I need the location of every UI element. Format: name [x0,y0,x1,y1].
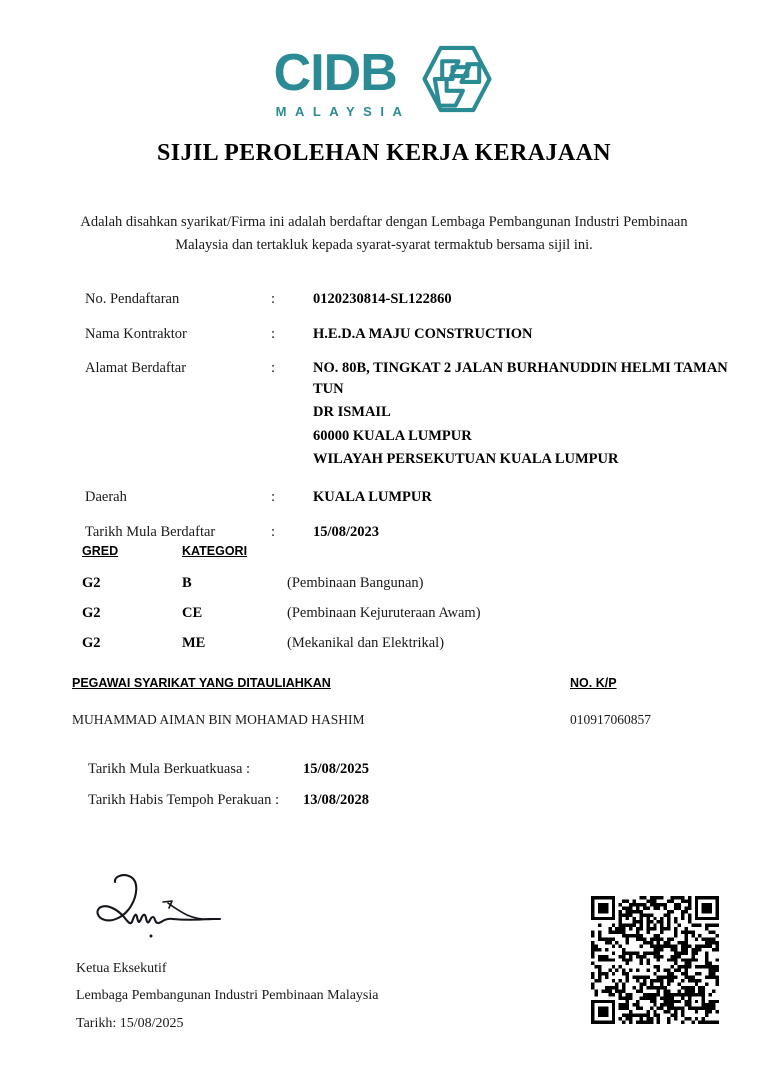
detail-value: 0120230814-SL122860 [313,291,452,307]
detail-label: Tarikh Mula Berdaftar [85,523,216,540]
table-row [82,635,682,652]
cell-gred: G2 [82,575,101,591]
officer-row [72,712,720,728]
cell-description: (Pembinaan Bangunan) [287,575,424,591]
cidb-logo [0,44,768,121]
detail-separator: : [271,291,276,307]
detail-value: KUALA LUMPUR [313,489,432,506]
signature-block [76,872,496,1037]
cell-kategori: B [182,575,192,591]
validity-dates [88,761,538,823]
table-header-row [82,544,682,558]
table-row [82,575,682,592]
detail-row-address [85,358,755,473]
cidb-hexagon-h-icon [420,42,494,121]
validity-row [88,761,538,778]
signature-date: Tarikh: 15/08/2025 [76,1015,184,1031]
address-line: WILAYAH PERSEKUTUAN KUALA LUMPUR [313,451,619,468]
detail-value: 15/08/2023 [313,523,380,540]
detail-row [85,522,755,543]
validity-label: Tarikh Mula Berkuatkuasa : [88,761,251,777]
column-header-kategori: KATEGORI [182,544,248,558]
detail-separator: : [271,489,276,506]
cell-kategori: ME [182,635,206,651]
detail-row [85,324,755,345]
signatory-organisation: Lembaga Pembangunan Industri Pembinaan Malaysia [76,988,379,1004]
cell-kategori: CE [182,605,203,621]
signature-text-lines [76,955,496,1037]
detail-label: Daerah [85,489,127,506]
detail-label: No. Pendaftaran [85,291,180,307]
validity-label: Tarikh Habis Tempoh Perakuan : [88,792,279,808]
validity-row [88,792,538,809]
detail-label: Nama Kontraktor [85,325,187,342]
officer-name: MUHAMMAD AIMAN BIN MOHAMAD HASHIM [72,712,365,727]
officer-ic-number: 010917060857 [570,712,651,727]
validity-value: 15/08/2025 [303,761,370,777]
officer-header-row [72,676,720,690]
detail-value: H.E.D.A MAJU CONSTRUCTION [313,325,533,342]
column-header-officer-ic: NO. K/P [570,676,617,690]
validity-value: 13/08/2028 [303,792,370,808]
cell-gred: G2 [82,635,101,651]
intro-paragraph: Adalah disahkan syarikat/Firma ini adalah berdaftar dengan Lembaga Pembangunan Industri Pembinaan Malaysia dan tertakluk kepada syarat-syarat termaktub bersama sijil ini. [80,214,688,254]
cell-description: (Pembinaan Kejuruteraan Awam) [287,605,481,621]
column-header-description [287,544,682,558]
qr-code [591,896,719,1024]
page-title: SIJIL PEROLEHAN KERJA KERAJAAN [156,140,612,166]
table-row [82,605,682,622]
address-line: DR ISMAIL [313,404,391,421]
registration-details [85,289,755,556]
detail-separator: : [271,360,276,377]
handwritten-signature-icon [84,872,496,949]
grade-category-table [82,544,682,665]
logo-subtitle: MALAYSIA [275,104,411,119]
detail-separator: : [271,523,276,540]
detail-separator: : [271,325,276,342]
column-header-officer-name: PEGAWAI SYARIKAT YANG DITAULIAHKAN [72,676,331,690]
address-line: NO. 80B, TINGKAT 2 JALAN BURHANUDDIN HELMI TAMAN TUN [313,360,728,397]
signatory-title: Ketua Eksekutif [76,961,167,976]
detail-value-address [313,358,755,473]
detail-row [85,487,755,508]
address-line: 60000 KUALA LUMPUR [313,427,472,444]
logo-wordmark: CIDB [273,44,397,102]
cell-gred: G2 [82,605,101,621]
column-header-gred: GRED [82,544,119,558]
detail-row [85,289,755,310]
detail-label: Alamat Berdaftar [85,360,187,377]
cell-description: (Mekanikal dan Elektrikal) [287,635,445,651]
authorised-officer-section [72,676,720,728]
